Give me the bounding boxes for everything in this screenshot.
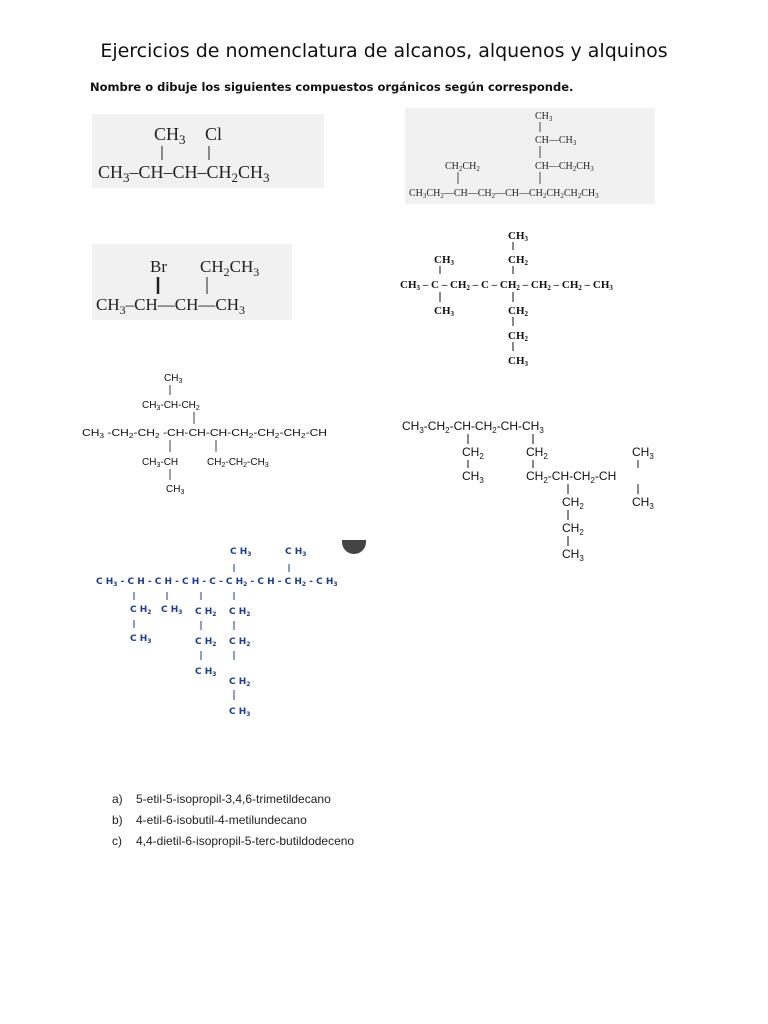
s6-ch3-top-right: $CH_3$	[632, 445, 654, 461]
structure-2	[405, 108, 655, 204]
s7-main: C $H_3$ - C H - C H - C H - C - C $H_2$ - C H - C $H_2$ - C $H_3$	[96, 577, 338, 588]
s2-main: $CH_3CH_2—CH—CH_2—CH—CH_2CH_2CH_2CH_3$	[409, 188, 599, 200]
s5-main: CH $_3$ -CH $_2$-CH $_2$ -CH-CH-CH-CH $_2$-CH $_2$-CH $_2$-CH	[82, 428, 324, 440]
s4-main: CH3 – C – CH2 – C – CH2 – CH2 – CH2 – CH3	[400, 279, 613, 292]
exercise-list	[112, 792, 354, 855]
s2-left-branch: $CH_2CH_2$	[445, 161, 480, 173]
structure-5	[82, 368, 332, 498]
exercise-text: 4-etil-6-isobutil-4-metilundecano	[136, 813, 307, 827]
s7-d6: C $H_2$	[195, 637, 217, 648]
s6-ch2-a: $CH_2$	[562, 495, 584, 511]
exercise-text: 4,4-dietil-6-isopropil-5-terc-butildodeceno	[136, 834, 355, 848]
s6-chain: $CH_2-CH-CH_2-CH$	[526, 469, 617, 485]
s5-down-propyl: $CH_2-CH_2-CH_3$	[207, 457, 269, 469]
structure-4	[398, 226, 688, 372]
s4-down-ch3: CH3	[508, 355, 528, 368]
structure-6	[402, 412, 662, 568]
s7-d3: C $H_2$	[195, 607, 217, 618]
s7-d2: C $H_3$	[161, 605, 183, 616]
s7-d5: C $H_3$	[130, 634, 152, 645]
s3-main: $CH_3-CH—CH—CH_3$	[96, 295, 245, 317]
s3-ch2ch3: $CH_2CH_3$	[200, 257, 260, 279]
exercise-letter: b)	[112, 813, 123, 827]
s3-br: Br	[150, 257, 167, 276]
s6-ch2-right: $CH_2$	[526, 445, 548, 461]
s5-up-branch: $CH_3-CH-CH_2$	[142, 400, 200, 412]
s6-main: $CH_3-CH_2-CH-CH_2-CH-CH_3$	[402, 419, 544, 435]
s7-d7: C $H_2$	[229, 637, 251, 648]
page-title: Ejercicios de nomenclatura de alcanos, alquenos y alquinos	[100, 40, 668, 62]
s1-main: $CH_3-CH-CH-CH_2CH_3$	[98, 162, 270, 185]
s7-d10: C $H_3$	[229, 707, 251, 718]
instruction-text: Nombre o dibuje los siguientes compuestos orgánicos según corresponde.	[90, 80, 574, 94]
exercise-letter: a)	[112, 792, 123, 806]
exercise-text: 5-etil-5-isopropil-3,4,6-trimetildecano	[136, 792, 331, 806]
s2-ch-ch3: $CH—CH_3$	[535, 135, 577, 147]
structure-1	[92, 114, 324, 188]
s4-left-ch3: CH3	[434, 254, 454, 267]
s5-up-ch3: $CH_3$	[164, 373, 183, 385]
s7-up-ch3-b: C $H_3$	[285, 547, 307, 558]
s7-d1: C $H_2$	[130, 605, 152, 616]
exercise-item	[112, 813, 354, 834]
s7-d4: C $H_2$	[229, 607, 251, 618]
exercise-letter: c)	[112, 834, 122, 848]
s4-down-ch2b: CH2	[508, 330, 528, 343]
s5-down-ch3: $CH_3$	[166, 484, 185, 496]
s1-cl: Cl	[205, 124, 223, 144]
s6-ch3-left: $CH_3$	[462, 469, 484, 485]
s2-top-ch3: $CH_3$	[535, 111, 553, 123]
s4-down-ch3-left: CH3	[434, 305, 454, 318]
exercise-item	[112, 834, 354, 855]
s5-down-ch3ch: $CH_3-CH$	[142, 457, 179, 469]
exercise-item	[112, 792, 354, 813]
s1-ch3: $CH_3$	[154, 124, 186, 147]
s4-up-ch2: CH2	[508, 254, 528, 267]
s6-ch3-bottom-right: $CH_3$	[632, 495, 654, 511]
s7-up-ch3-a: C $H_3$	[230, 547, 252, 558]
structure-7	[94, 540, 384, 722]
s4-up-ch3: CH3	[508, 230, 528, 243]
s6-ch3-bottom: $CH_3$	[562, 547, 584, 563]
s7-d9: C $H_2$	[229, 677, 251, 688]
s6-ch2-left: $CH_2$	[462, 445, 484, 461]
structure-3	[92, 244, 292, 320]
s7-d8: C $H_3$	[195, 667, 217, 678]
s4-down-ch2a: CH2	[508, 305, 528, 318]
s2-ch-ch2ch3: $CH—CH_2CH_3$	[535, 161, 594, 173]
s6-ch2-b: $CH_2$	[562, 521, 584, 537]
